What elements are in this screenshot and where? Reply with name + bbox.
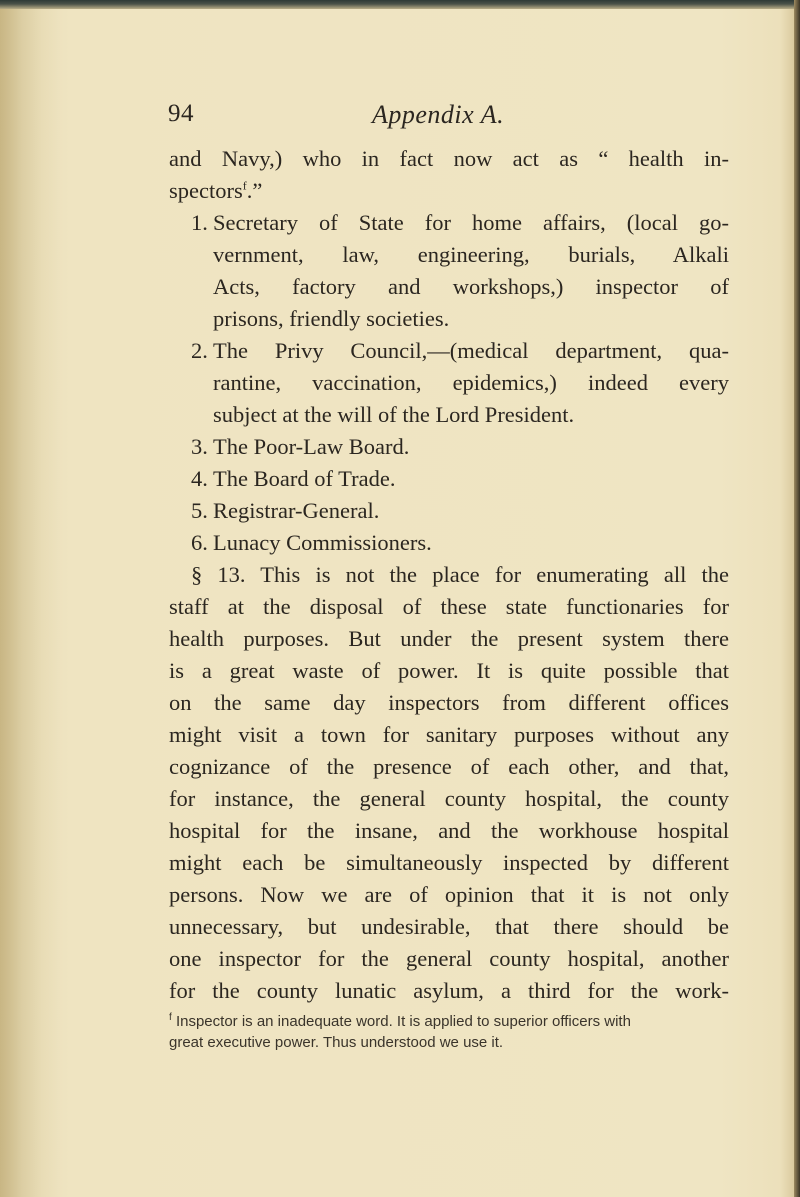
list-item-line: prisons, friendly societies. [213, 306, 450, 331]
text-span: spectors [169, 178, 243, 203]
paragraph-line: is a great waste of power. It is quite possible that [169, 658, 729, 683]
paragraph-line: hospital for the insane, and the workhouse hospital [169, 818, 729, 843]
running-head: Appendix A. [372, 100, 505, 129]
list-number: 6. [191, 530, 208, 555]
paragraph-line: § 13. This is not the place for enumerating all the [191, 562, 729, 587]
list-item-line: Lunacy Commissioners. [213, 530, 432, 555]
paragraph-line: for the county lunatic asylum, a third for the work- [169, 978, 729, 1003]
page-header [168, 100, 728, 136]
list-item-line: The Poor-Law Board. [213, 434, 410, 459]
paragraph-line: for instance, the general county hospital, the county [169, 786, 729, 811]
list-number: 2. [191, 338, 208, 363]
list-number: 1. [191, 210, 208, 235]
text-line [169, 175, 262, 207]
page-number: 94 [168, 100, 194, 127]
paragraph-line: one inspector for the general county hospital, another [169, 946, 729, 971]
list-item-line: vernment, law, engineering, burials, Alkali [213, 242, 729, 267]
list-item-line: subject at the will of the Lord President. [213, 402, 575, 427]
page-gutter-shadow [0, 9, 70, 1197]
list-item-line: Registrar-General. [213, 498, 380, 523]
footnote-line [169, 1011, 631, 1033]
paragraph-line: might each be simultaneously inspected by different [169, 850, 729, 875]
list-item-line: Secretary of State for home affairs, (local go- [213, 210, 729, 235]
footnote-mark: f [169, 1012, 172, 1023]
page-top-edge [0, 0, 800, 9]
footnote-line: great executive power. Thus understood we use it. [169, 1034, 504, 1051]
paragraph-line: might visit a town for sanitary purposes without any [169, 722, 729, 747]
text-line: and Navy,) who in fact now act as “ health in- [169, 146, 729, 171]
list-item-line: The Privy Council,—(medical department, qua- [213, 338, 729, 363]
paragraph-line: persons. Now we are of opinion that it is not only [169, 882, 729, 907]
footnote-reference: f [242, 178, 247, 193]
list-item-line: rantine, vaccination, epidemics,) indeed every [213, 370, 729, 395]
paragraph-line: cognizance of the presence of each other, and that, [169, 754, 729, 779]
paragraph-line: on the same day inspectors from different offices [169, 690, 729, 715]
list-item-line: The Board of Trade. [213, 466, 396, 491]
page-right-edge [794, 0, 800, 1197]
list-number: 3. [191, 434, 208, 459]
footnote-text: Inspector is an inadequate word. It is applied to superior officers with [175, 1013, 631, 1030]
text-span: .” [246, 178, 263, 203]
paragraph-line: health purposes. But under the present system there [169, 626, 729, 651]
list-number: 5. [191, 498, 208, 523]
list-number: 4. [191, 466, 208, 491]
paragraph-line: unnecessary, but undesirable, that there should be [169, 914, 729, 939]
paragraph-line: staff at the disposal of these state functionaries for [169, 594, 729, 619]
list-item-line: Acts, factory and workshops,) inspector of [213, 274, 729, 299]
